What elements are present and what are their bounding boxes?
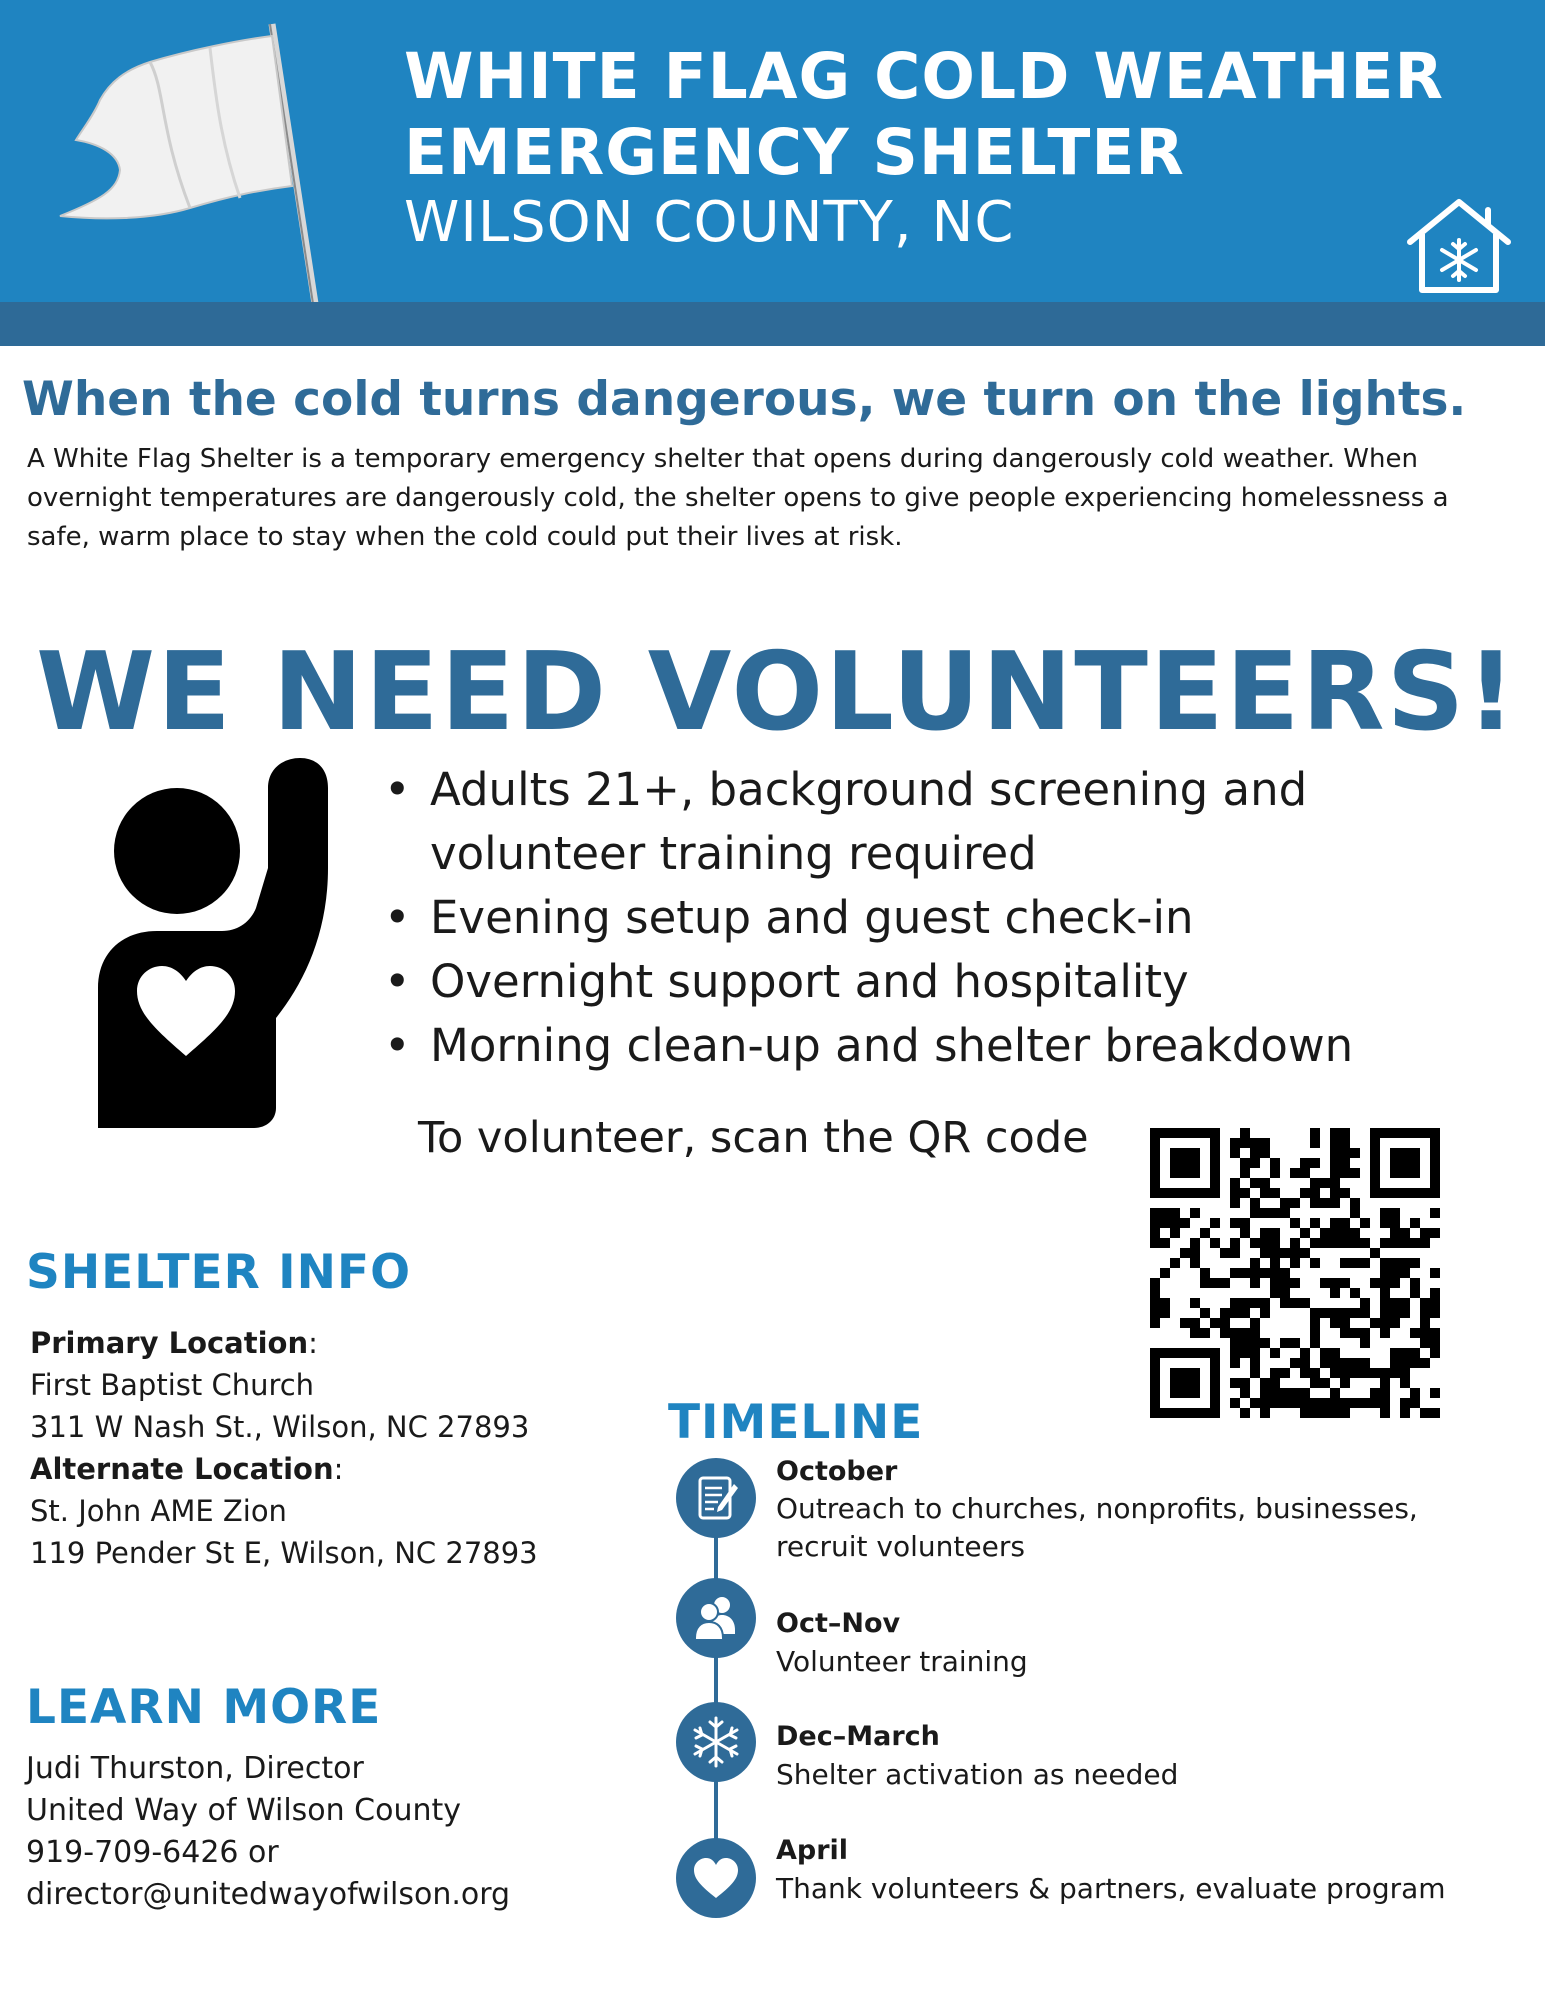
label-colon: : xyxy=(308,1326,318,1360)
timeline-month: April xyxy=(776,1835,849,1866)
volunteer-duties-list xyxy=(384,758,1384,1078)
timeline-month: October xyxy=(776,1456,898,1487)
primary-location-address: 311 W Nash St., Wilson, NC 27893 xyxy=(30,1410,530,1444)
timeline-heading: TIMELINE xyxy=(668,1395,924,1450)
volunteers-headline: WE NEED VOLUNTEERS! xyxy=(36,630,1518,755)
tagline: When the cold turns dangerous, we turn on the lights. xyxy=(22,372,1467,427)
contact-organization: United Way of Wilson County xyxy=(26,1793,462,1828)
house-snowflake-icon xyxy=(1404,196,1514,296)
alternate-location-label: Alternate Location xyxy=(30,1452,334,1486)
timeline-marker-oct-nov xyxy=(676,1578,756,1658)
title-line-1: WHITE FLAG COLD WEATHER xyxy=(404,40,1444,113)
contact-name: Judi Thurston, Director xyxy=(26,1751,364,1786)
intro-description: A White Flag Shelter is a temporary emergency shelter that opens during dangerously cold weather. When overnight temperatures are dangerously cold, the shelter opens to give people experiencing homelessness a safe, warm place to stay when the cold could put their lives at risk. xyxy=(27,444,1449,552)
alternate-location-name: St. John AME Zion xyxy=(30,1494,287,1528)
heart-icon xyxy=(676,1838,756,1918)
contact-email[interactable]: director@unitedwayofwilson.org xyxy=(26,1877,511,1912)
timeline-description: Outreach to churches, nonprofits, businesses, recruit volunteers xyxy=(776,1492,1418,1563)
notepad-icon xyxy=(676,1458,756,1538)
snowflake-icon xyxy=(676,1702,756,1782)
list-item: • Morning clean-up and shelter breakdown xyxy=(384,1014,1384,1078)
people-icon xyxy=(676,1578,756,1658)
timeline-marker-dec-march xyxy=(676,1702,756,1782)
qr-code-icon[interactable] xyxy=(1150,1128,1440,1418)
subtitle-county: WILSON COUNTY, NC xyxy=(404,190,1015,255)
timeline-marker-october xyxy=(676,1458,756,1538)
header-banner xyxy=(0,0,1545,302)
white-flag-icon xyxy=(40,20,340,310)
scan-qr-instruction: To volunteer, scan the QR code xyxy=(418,1113,1089,1163)
timeline-description: Volunteer training xyxy=(776,1645,1028,1678)
shelter-info-details xyxy=(30,1322,538,1574)
primary-location-label: Primary Location xyxy=(30,1326,309,1360)
primary-location-name: First Baptist Church xyxy=(30,1368,315,1402)
label-colon: : xyxy=(333,1452,344,1486)
learn-more-heading: LEARN MORE xyxy=(26,1680,382,1735)
timeline-month: Oct–Nov xyxy=(776,1608,901,1639)
timeline-description: Shelter activation as needed xyxy=(776,1758,1179,1791)
shelter-info-heading: SHELTER INFO xyxy=(26,1245,412,1300)
title-line-2: EMERGENCY SHELTER xyxy=(404,116,1185,189)
header-band xyxy=(0,302,1545,346)
alternate-location-address: 119 Pender St E, Wilson, NC 27893 xyxy=(30,1536,538,1570)
contact-phone: 919-709-6426 or xyxy=(26,1835,279,1870)
list-item: • Evening setup and guest check-in xyxy=(384,886,1384,950)
timeline-marker-april xyxy=(676,1838,756,1918)
timeline-month: Dec–March xyxy=(776,1721,940,1752)
list-item: • Overnight support and hospitality xyxy=(384,950,1384,1014)
timeline-connector xyxy=(714,1500,718,1880)
volunteer-raised-hand-heart-icon xyxy=(62,758,342,1128)
list-item: • Adults 21+, background screening and volunteer training required xyxy=(384,758,1384,886)
timeline-description: Thank volunteers & partners, evaluate program xyxy=(776,1872,1446,1905)
contact-details xyxy=(26,1748,510,1916)
